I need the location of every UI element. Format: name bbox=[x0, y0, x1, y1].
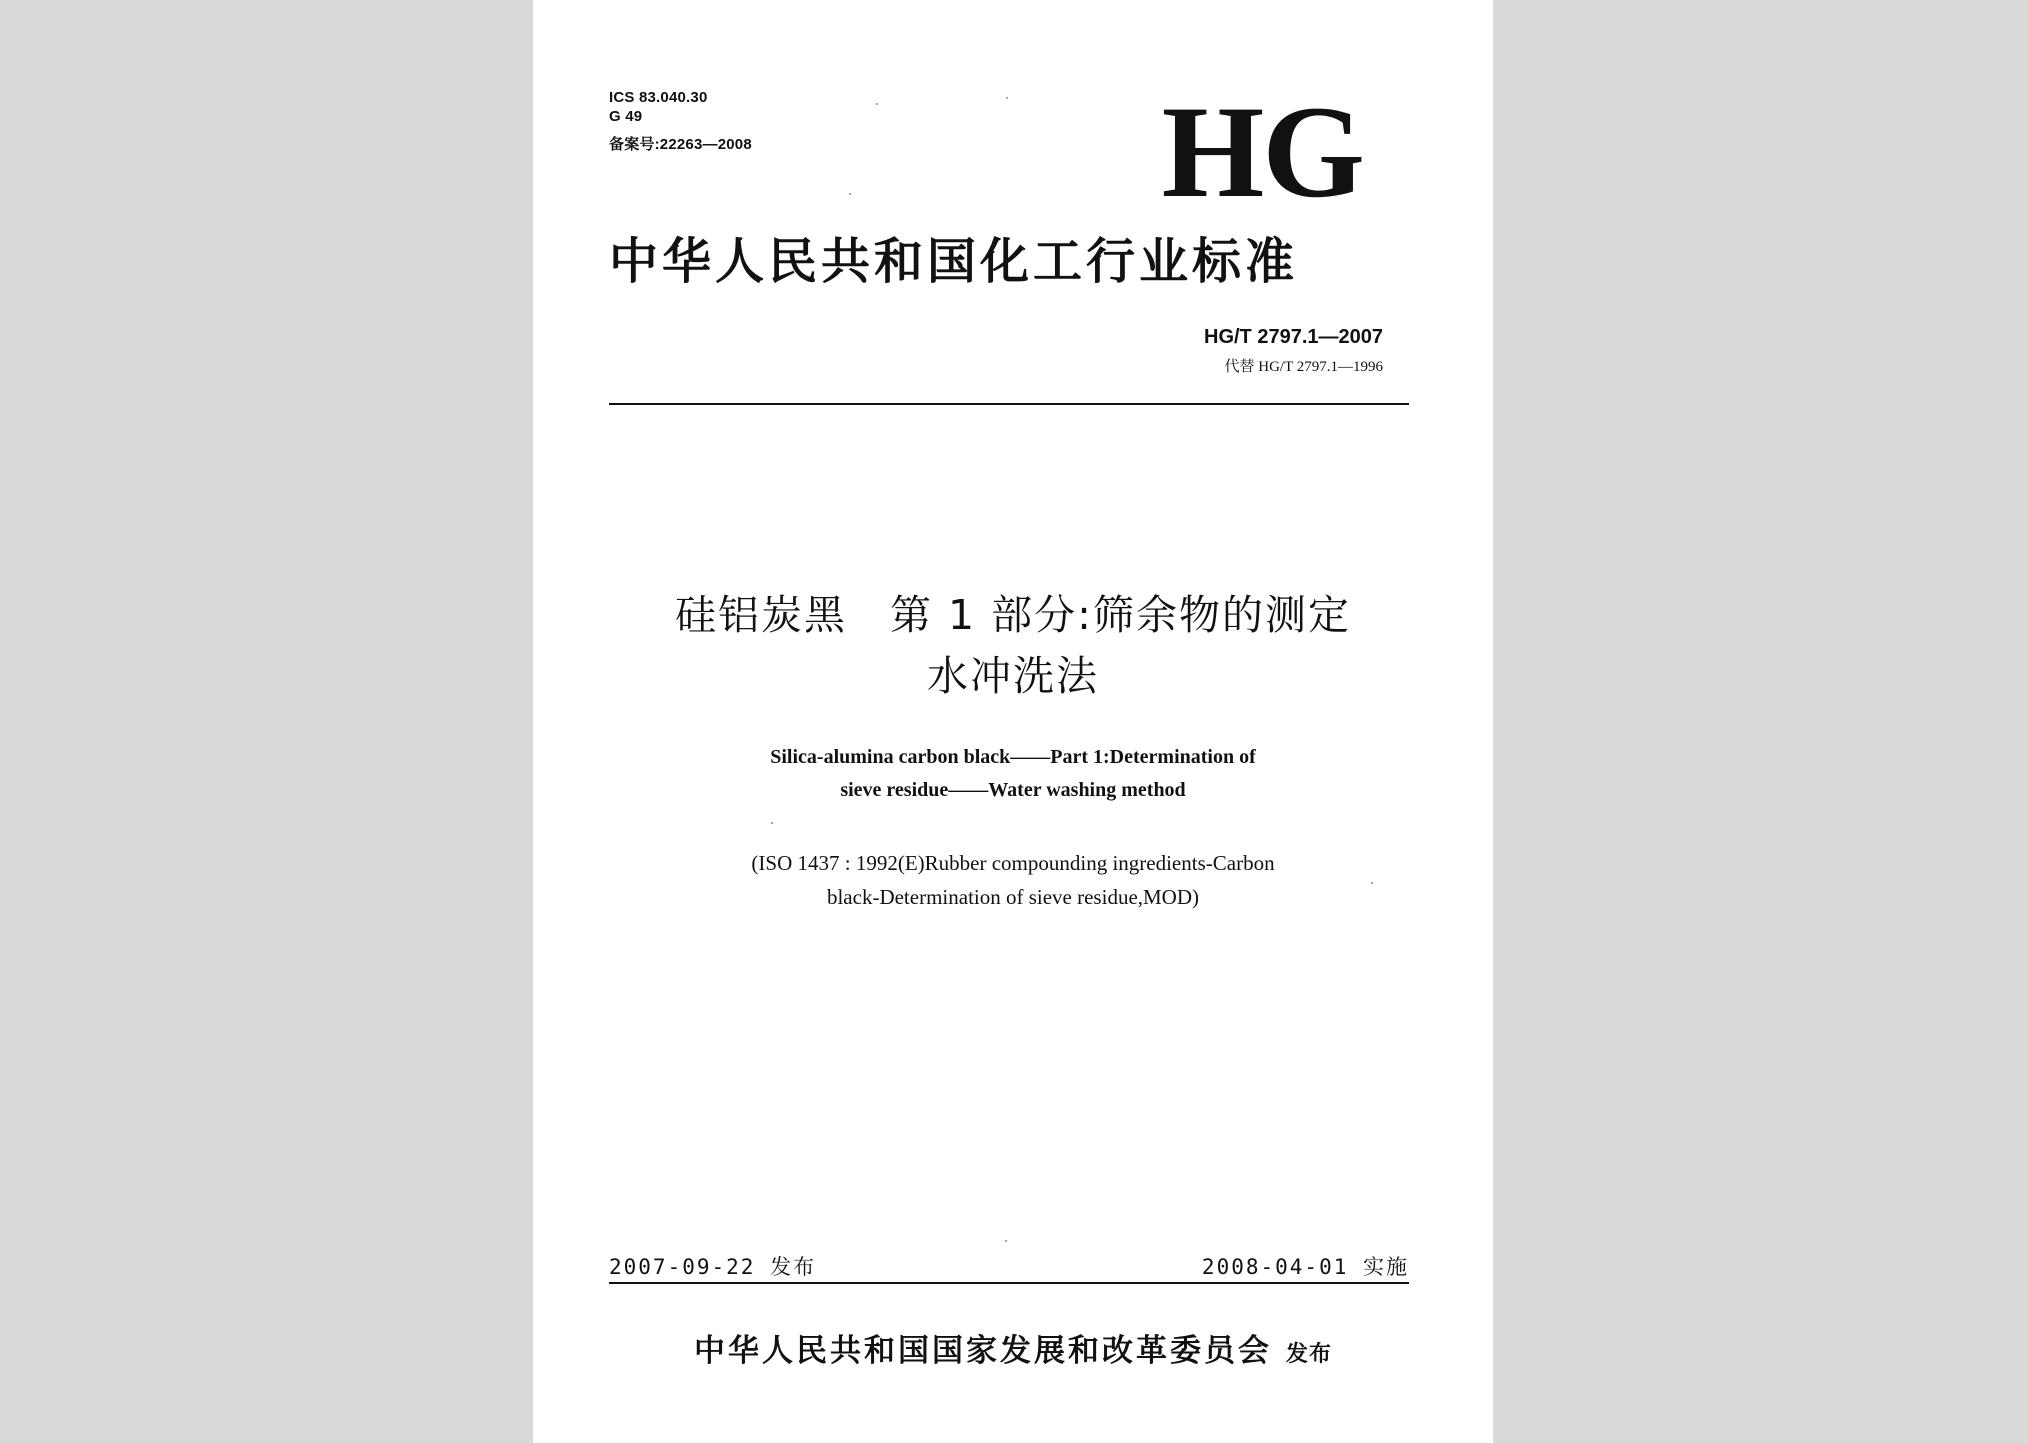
document-page bbox=[533, 0, 1493, 1443]
hg-logo: HG bbox=[1161, 78, 1363, 225]
issue-date: 2007-09-22 发布 bbox=[609, 1255, 817, 1279]
issuer-name: 中华人民共和国国家发展和改革委员会 bbox=[693, 1333, 1272, 1369]
record-number: 备案号:22263—2008 bbox=[609, 136, 752, 153]
ics-code: ICS 83.040.30 bbox=[609, 89, 708, 106]
classification-code: G 49 bbox=[609, 108, 643, 125]
english-title-line-1: Silica-alumina carbon black——Part 1:Determination of bbox=[770, 746, 1256, 768]
chinese-title-line-1: 硅铝炭黑 第 1 部分:筛余物的测定 bbox=[675, 591, 1351, 639]
header-divider bbox=[609, 403, 1409, 405]
footer-divider bbox=[609, 1282, 1409, 1284]
scan-speck bbox=[1006, 97, 1008, 99]
scan-speck bbox=[849, 193, 851, 195]
scan-speck bbox=[771, 822, 773, 824]
chinese-title-line-2: 水冲洗法 bbox=[927, 652, 1099, 700]
standard-number: HG/T 2797.1—2007 bbox=[1204, 326, 1383, 348]
issuer bbox=[533, 1332, 1493, 1374]
scan-speck bbox=[876, 103, 878, 105]
scan-speck bbox=[1005, 1240, 1007, 1242]
replaces-standard: 代替 HG/T 2797.1—1996 bbox=[1224, 359, 1383, 375]
organization-title: 中华人民共和国化工行业标准 bbox=[609, 233, 1299, 290]
implementation-date: 2008-04-01 实施 bbox=[1201, 1255, 1409, 1279]
scan-speck bbox=[1371, 882, 1373, 884]
english-title-line-2: sieve residue——Water washing method bbox=[840, 779, 1186, 801]
iso-reference-line-2: black-Determination of sieve residue,MOD) bbox=[826, 885, 1200, 909]
issuer-suffix: 发布 bbox=[1285, 1342, 1332, 1367]
iso-reference-line-1: (ISO 1437 : 1992(E)Rubber compounding ingredients-Carbon bbox=[751, 851, 1275, 875]
